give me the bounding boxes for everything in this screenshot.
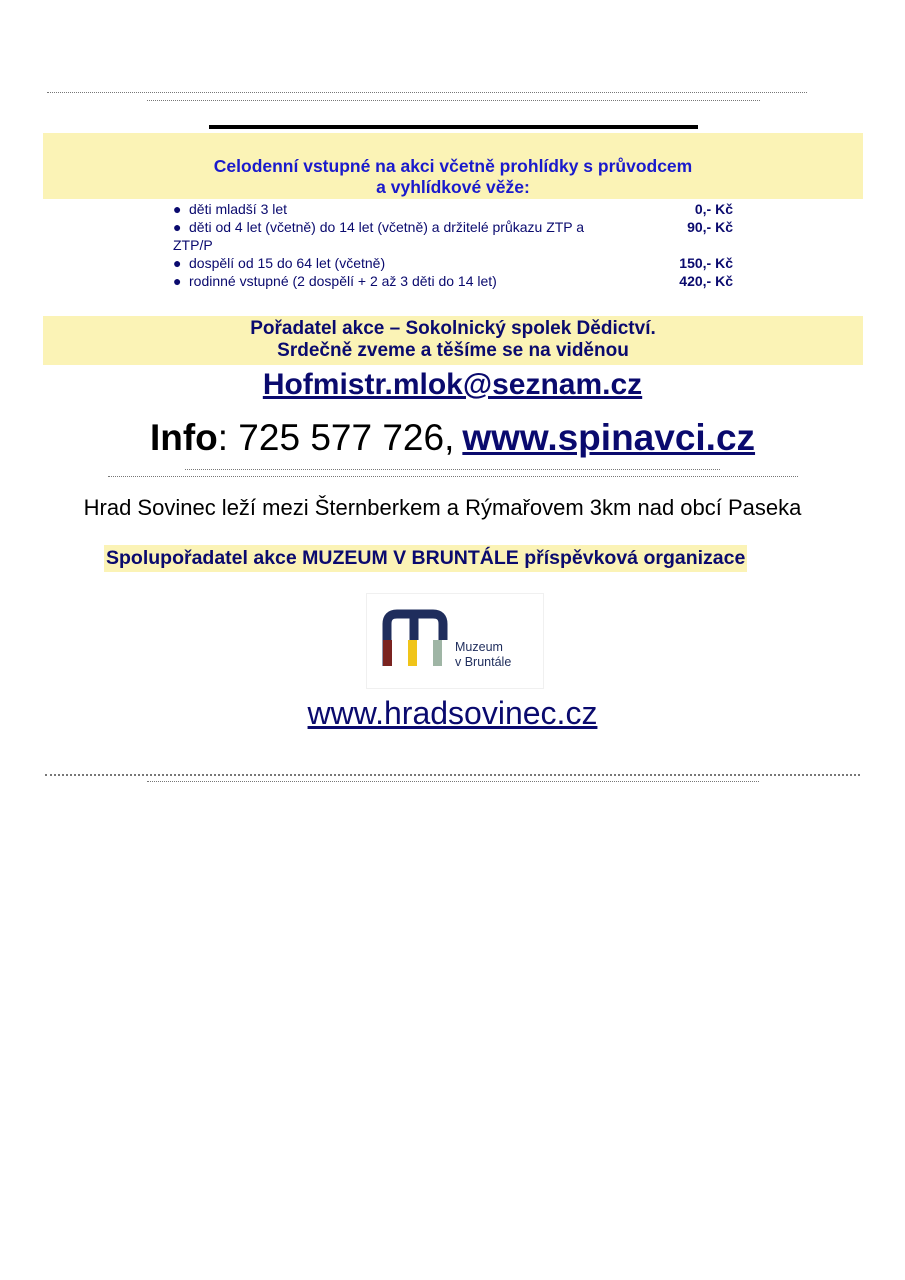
info-label: Info xyxy=(149,417,218,458)
bullet-icon: ● xyxy=(173,219,182,235)
divider-dotted xyxy=(185,469,720,470)
logo-caption: Muzeum v Bruntále xyxy=(455,640,512,669)
bullet-icon: ● xyxy=(173,201,182,217)
museum-logo-icon xyxy=(367,594,457,688)
divider-dotted xyxy=(47,92,807,93)
divider-bar xyxy=(209,125,698,129)
site-link-wrap xyxy=(0,693,905,733)
divider-dotted xyxy=(147,100,760,101)
info-line xyxy=(0,414,905,462)
bullet-icon: ● xyxy=(173,255,182,271)
phone-number: : 725 577 726, xyxy=(217,417,455,458)
list-item: ● dospělí od 15 do 64 let (včetně) 150,- Kč xyxy=(173,255,733,271)
cohost-text: Spolupořadatel akce MUZEUM V BRUNTÁLE příspěvková organizace xyxy=(104,545,747,572)
list-item: ● děti mladší 3 let 0,- Kč xyxy=(173,201,733,217)
divider-dotted xyxy=(147,781,759,782)
museum-logo xyxy=(366,593,544,689)
price-list xyxy=(173,200,733,290)
location-text: Hrad Sovinec leží mezi Šternberkem a Rýmařovem 3km nad obcí Paseka xyxy=(83,495,802,520)
website-link[interactable]: www.spinavci.cz xyxy=(462,417,756,458)
hradsovinec-link[interactable]: www.hradsovinec.cz xyxy=(307,695,598,731)
admission-heading: Celodenní vstupné na akci včetně prohlídky s průvodcem a vyhlídkové věže: xyxy=(213,156,693,197)
organizer-text: Pořadatel akce – Sokolnický spolek Dědictví. Srdečně zveme a těšíme se na viděnou xyxy=(250,318,656,361)
email-link[interactable]: Hofmistr.mlok@seznam.cz xyxy=(262,368,643,401)
divider-dotted xyxy=(45,774,860,776)
list-item: ● rodinné vstupné (2 dospělí + 2 až 3 děti do 14 let) 420,- Kč xyxy=(173,273,733,289)
email-link-wrap xyxy=(0,366,905,404)
list-item: ● děti od 4 let (včetně) do 14 let (včetně) a držitelé průkazu ZTP a ZTP/P 90,- Kč xyxy=(173,219,733,253)
divider-dotted xyxy=(108,476,798,477)
bullet-icon: ● xyxy=(173,273,182,289)
